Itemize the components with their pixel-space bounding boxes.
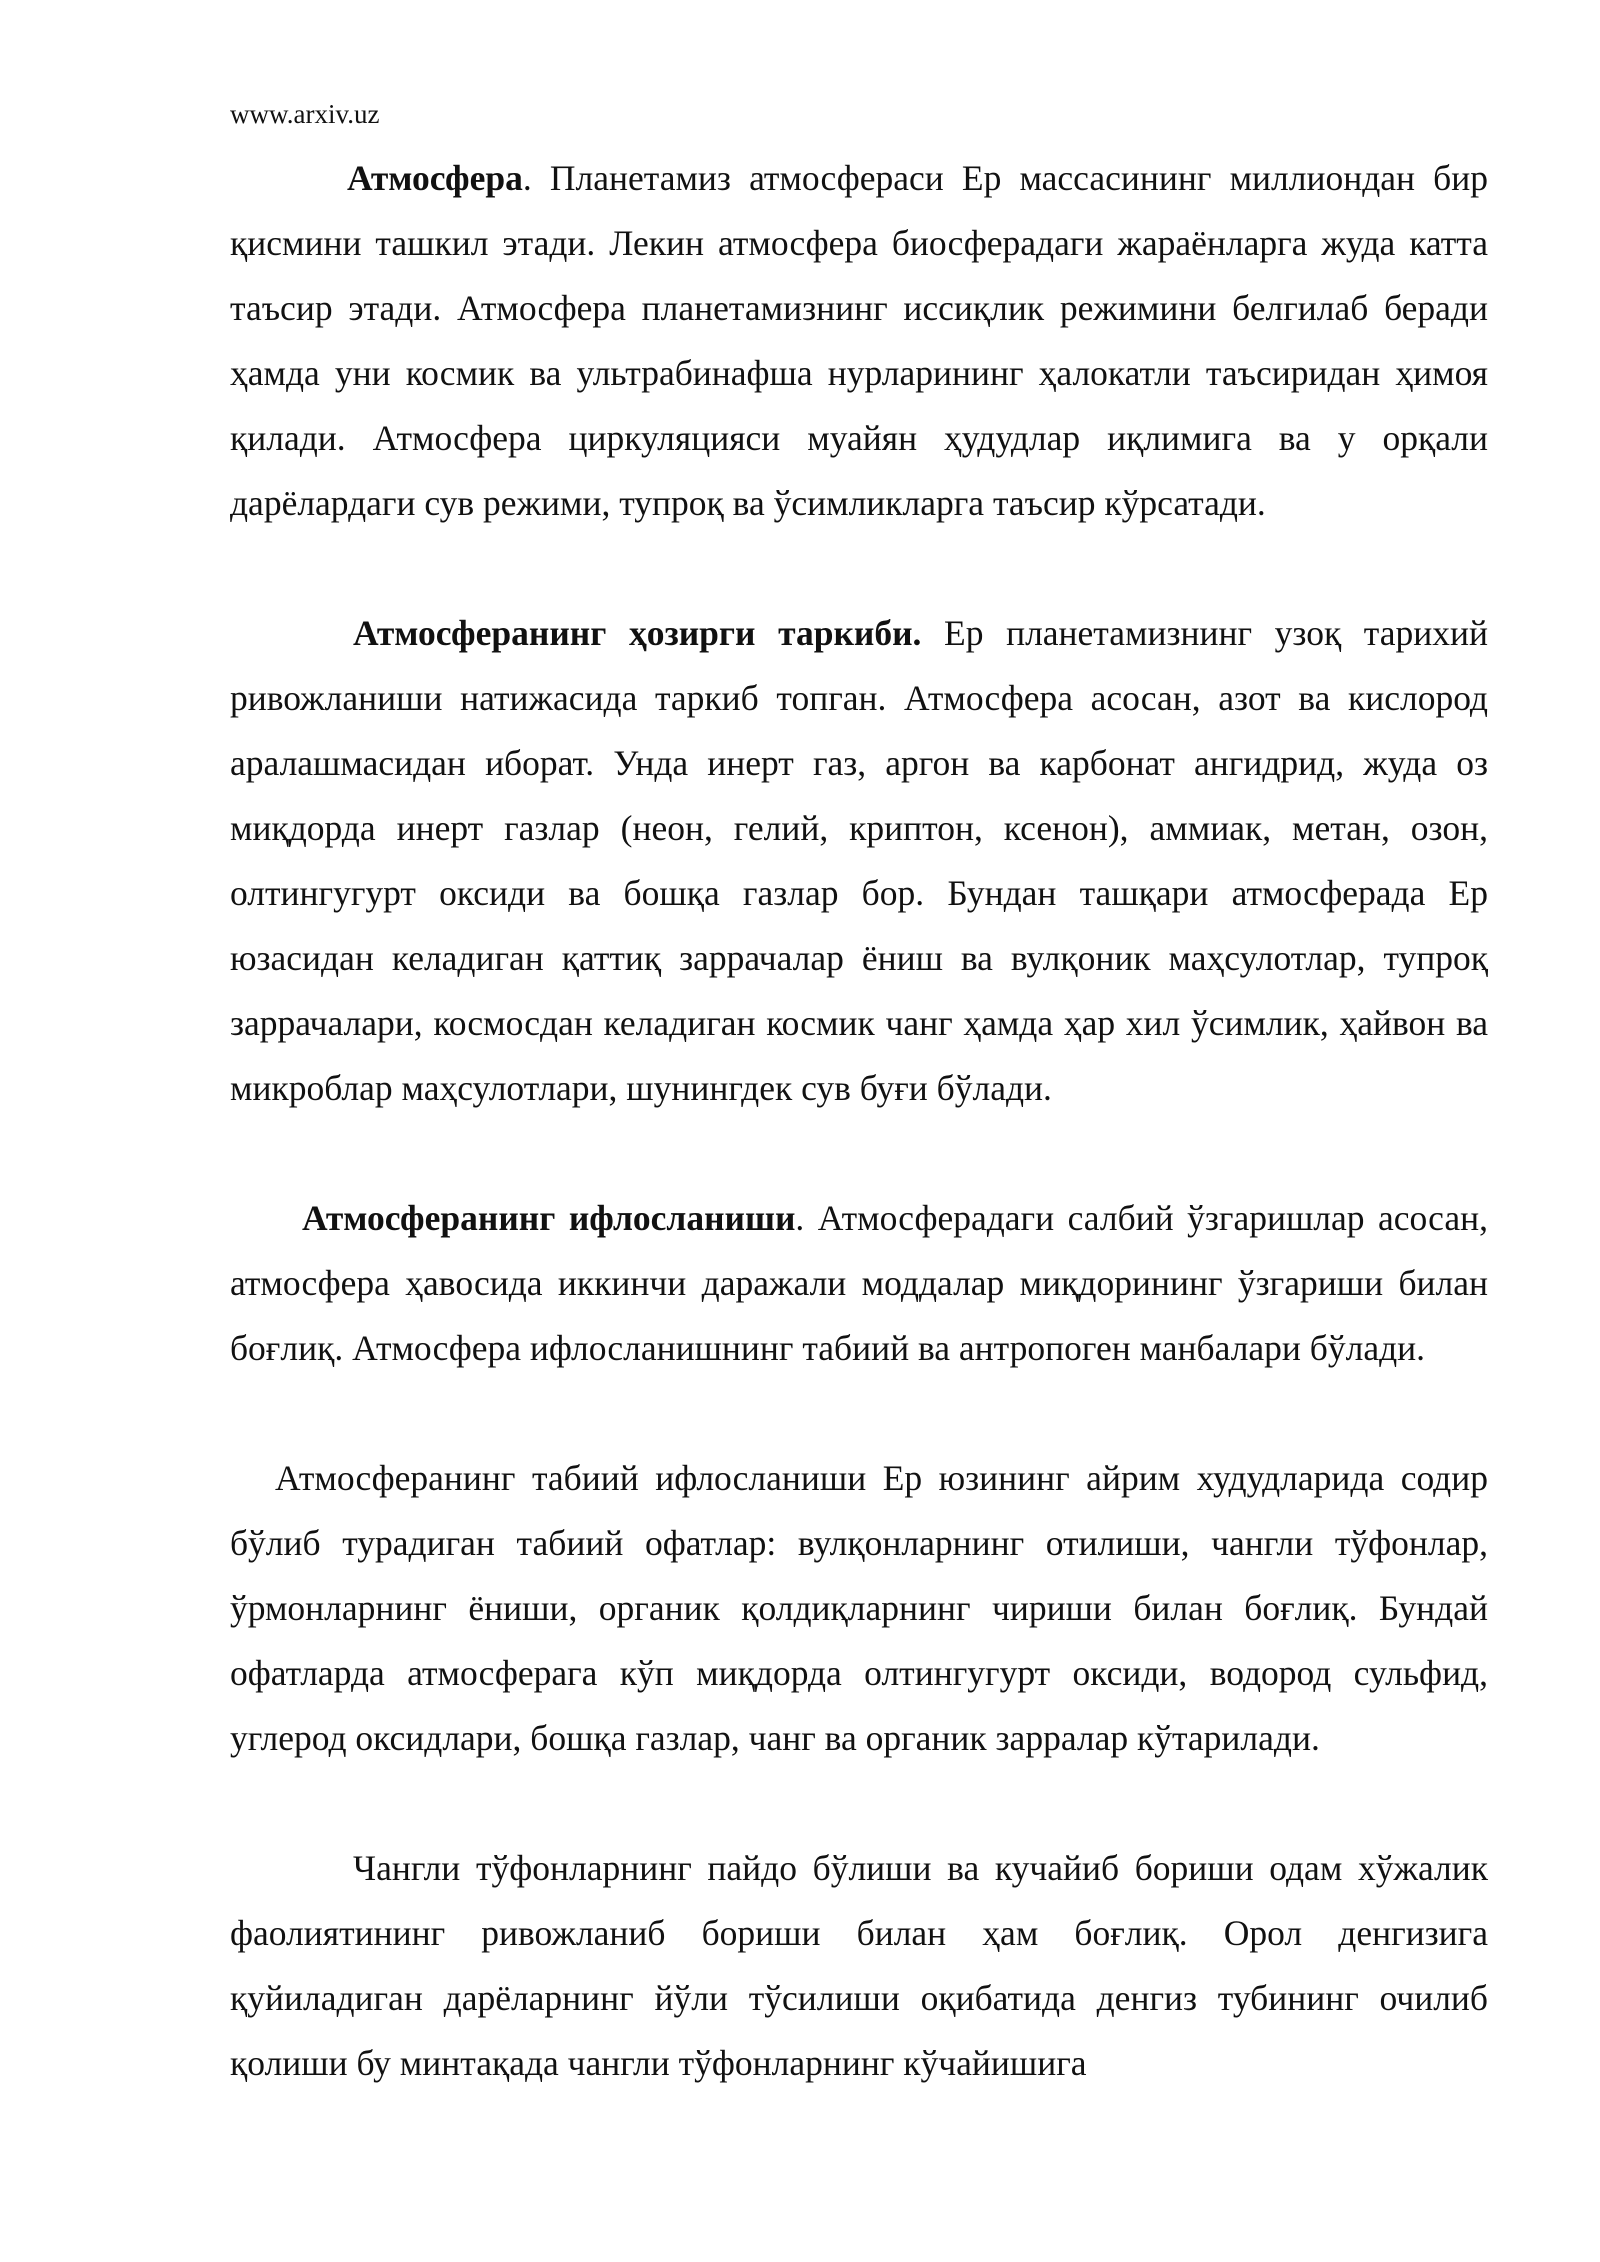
paragraph-text: . Планетамиз атмосфераси Ер массасининг миллиондан бир қисмини ташкил этади. Лекин атмосфера биосферадаги жараёнларга жуда катта таъсир этади. Атмосфера планетамизнинг иссиқлик режимини белгилаб беради ҳамда уни космик ва ультрабинафша нурларининг ҳалокатли таъсиридан ҳимоя қилади. Атмосфера циркуляцияси муайян ҳудудлар иқлимига ва у орқали дарёлардаги сув режими, тупроқ ва ўсимликларга таъсир кўрсатади. [230, 158, 1488, 523]
paragraph-text: Атмосферанинг табиий ифлосланиши Ер юзининг айрим худудларида содир бўлиб турадиган табиий офатлар: вулқонларнинг отилиши, чангли тўфонлар, ўрмонларнинг ёниши, органик қолдиқларнинг чириши билан боғлиқ. Бундай офатларда атмосферага кўп миқдорда олтингугурт оксиди, водород сульфид, углерод оксидлари, бошқа газлар, чанг ва органик зарралар кўтарилади. [230, 1458, 1488, 1758]
paragraph-text: Чангли тўфонларнинг пайдо бўлиши ва кучайиб бориши одам хўжалик фаолиятининг ривожланиб бориши билан ҳам боғлиқ. Орол денгизига қуйиладиган дарёларнинг йўли тўсилиши оқибатида денгиз тубининг очилиб қолиши бу минтақада чангли тўфонларнинг кўчайишига [230, 1848, 1488, 2083]
paragraph-dust-storms [230, 1836, 1488, 2096]
site-header: www.arxiv.uz [230, 99, 380, 129]
paragraph-composition [230, 601, 1488, 1121]
paragraph-heading: Атмосфера [347, 158, 523, 198]
paragraph-text: Ер планетамизнинг узоқ тарихий ривожланиши натижасида таркиб топган. Атмосфера асосан, азот ва кислород аралашмасидан иборат. Унда инерт газ, аргон ва карбонат ангидрид, жуда оз миқдорда инерт газлар (неон, гелий, криптон, ксенон), аммиак, метан, озон, олтингугурт оксиди ва бошқа газлар бор. Бундан ташқари атмосферада Ер юзасидан келадиган қаттиқ заррачалар ёниш ва вулқоник маҳсулотлар, тупроқ заррачалари, космосдан келадиган космик чанг ҳамда ҳар хил ўсимлик, ҳайвон ва микроблар маҳсулотлари, шунингдек сув буғи бўлади. [230, 613, 1488, 1108]
paragraph-atmosphere [230, 146, 1488, 536]
paragraph-heading: Атмосферанинг ифлосланиши [302, 1198, 796, 1238]
paragraph-pollution [230, 1186, 1488, 1381]
paragraph-heading: Атмосферанинг ҳозирги таркиби. [353, 613, 922, 653]
paragraph-text: . Атмосферадаги салбий ўзгаришлар асосан, атмосфера ҳавосида иккинчи даражали моддалар миқдорининг ўзгариши билан боғлиқ. Атмосфера ифлосланишнинг табиий ва антропоген манбалари бўлади. [230, 1198, 1488, 1368]
paragraph-natural-pollution [230, 1446, 1488, 1771]
